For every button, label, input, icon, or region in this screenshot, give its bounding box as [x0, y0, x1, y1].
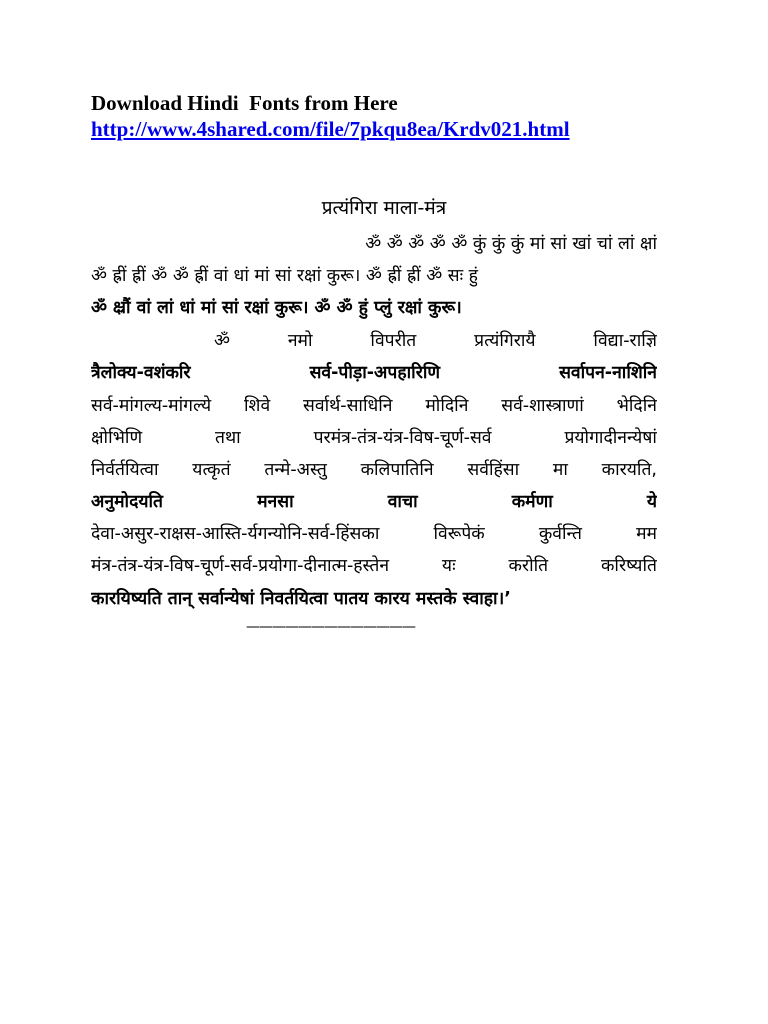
word: त्रैलोक्य-वशंकरि — [91, 363, 191, 383]
mantra-line-5 — [91, 357, 657, 389]
word: मा — [552, 460, 568, 480]
mantra-title: प्रत्यंगिरा माला-मंत्र — [321, 197, 447, 219]
word: सर्वहिंसा — [467, 460, 520, 480]
word: ॐ — [214, 331, 230, 351]
divider-line: ————————————— — [246, 619, 415, 635]
word: तन्मे-अस्तु — [264, 460, 327, 480]
word: नमो — [287, 331, 313, 351]
word: सर्व-शास्त्राणां — [501, 396, 584, 416]
word: यः — [441, 556, 456, 576]
mantra-line-10 — [91, 518, 657, 550]
word: परमंत्र-तंत्र-यंत्र-विष-चूर्ण-सर्व — [313, 428, 492, 448]
word: कर्मणा — [511, 492, 553, 512]
word: सर्व-पीड़ा-अपहारिणि — [309, 363, 441, 383]
word: सर्व-मांगल्य-मांगल्ये — [91, 396, 212, 416]
mantra-line-6 — [91, 390, 657, 422]
word: मनसा — [257, 492, 294, 512]
word: ये — [646, 492, 657, 512]
word: सर्वापन-नाशिनि — [559, 363, 657, 383]
word: सर्वार्थ-साधिनि — [303, 396, 393, 416]
word: क्षोभिणि — [91, 428, 143, 448]
word: करिष्यति — [600, 556, 657, 576]
word: विपरीत — [370, 331, 417, 351]
word: तथा — [215, 428, 241, 448]
word: कारयति, — [601, 460, 657, 480]
mantra-line-2: ॐ ह्रीं ह्रीं ॐ ॐ ह्रीं वां धां मां सां रक्षां कुरू। ॐ ह्रीं ह्रीं ॐ सः हुं — [91, 266, 478, 286]
word: अनुमोदयति — [91, 492, 164, 512]
download-link[interactable]: http://www.4shared.com/file/7pkqu8ea/Krdv021.html — [91, 117, 570, 141]
word: वाचा — [387, 492, 418, 512]
mantra-line-3: ॐ क्ष्रौं वां लां धां मां सां रक्षां कुरू। ॐ ॐ हुं प्लुं रक्षां कुरू। — [91, 298, 462, 318]
word: शिवे — [244, 396, 271, 416]
word: भेदिनि — [616, 396, 657, 416]
word: देवा-असुर-राक्षस-आस्ति-र्यगन्योनि-सर्व-हिंसका — [91, 524, 380, 544]
word: कलिपातिनि — [360, 460, 434, 480]
word: निर्वर्तयित्वा — [91, 460, 159, 480]
word: यत्कृतं — [192, 460, 231, 480]
word: विरूपेकं — [433, 524, 485, 544]
download-heading: Download Hindi Fonts from Here — [91, 91, 398, 115]
word: प्रयोगादीनन्येषां — [564, 428, 657, 448]
mantra-line-12: कारयिष्यति तान् सर्वान्येषां निवर्तयित्वा पातय कारय मस्तके स्वाहा।’ — [91, 589, 511, 609]
mantra-line-9 — [91, 486, 657, 518]
word: कुर्वन्ति — [538, 524, 582, 544]
mantra-line-4 — [214, 325, 657, 357]
mantra-line-8 — [91, 454, 657, 486]
word: विद्या-राज्ञि — [593, 331, 657, 351]
mantra-line-11 — [91, 550, 657, 582]
word: मंत्र-तंत्र-यंत्र-विष-चूर्ण-सर्व-प्रयोगा-दीनात्म-हस्तेन — [91, 556, 390, 576]
mantra-line-1: ॐ ॐ ॐ ॐ ॐ कुं कुं कुं मां सां खां चां लां क्षां — [365, 234, 657, 254]
word: करोति — [508, 556, 549, 576]
mantra-line-7 — [91, 422, 657, 454]
word: प्रत्यंगिरायै — [474, 331, 536, 351]
word: मोदिनि — [425, 396, 469, 416]
word: मम — [636, 524, 657, 544]
